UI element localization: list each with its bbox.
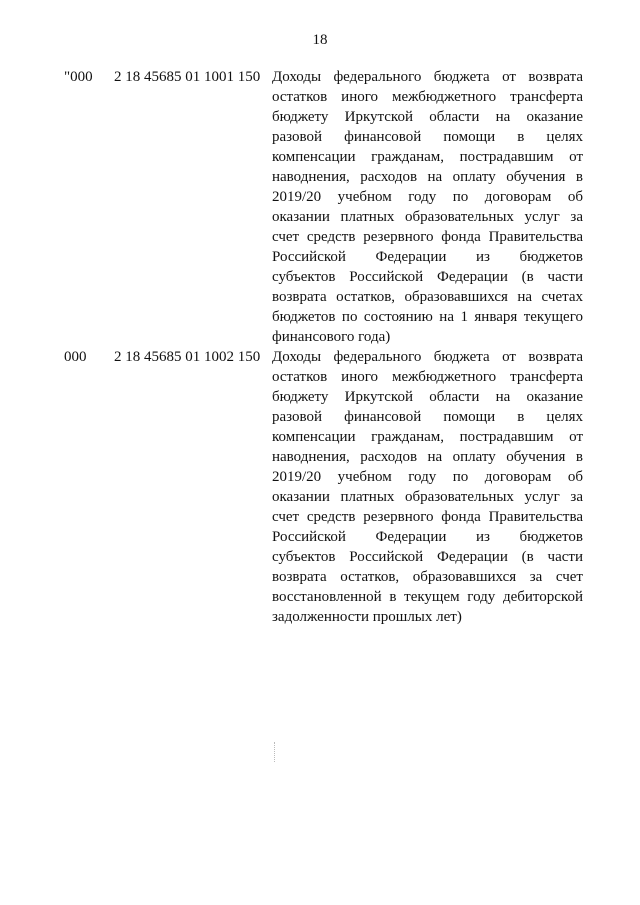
- description-line: финансового года): [272, 329, 391, 345]
- description-line: возврата остатков, образовавшихся за счет: [272, 569, 583, 585]
- description-line: субъектов Российской Федерации (в части: [272, 269, 583, 285]
- description-line: компенсации гражданам, пострадавшим от: [272, 149, 583, 165]
- description-line: Доходы федерального бюджета от возврата: [272, 349, 583, 365]
- description-line: оказании платных образовательных услуг за: [272, 209, 583, 225]
- description-line: компенсации гражданам, пострадавшим от: [272, 429, 583, 445]
- description-line: остатков иного межбюджетного трансферта: [272, 89, 583, 105]
- description-line: 2019/20 учебном году по договорам об: [272, 469, 583, 485]
- description-line: разовой финансовой помощи в целях: [272, 409, 583, 425]
- kbk-code: 2 18 45685 01 1002 150: [114, 349, 261, 365]
- description-line: разовой финансовой помощи в целях: [272, 129, 583, 145]
- admin-code: 000: [64, 349, 87, 365]
- scan-artifact: [274, 742, 276, 762]
- admin-code: "000: [64, 69, 93, 85]
- description-line: Российской Федерации из бюджетов: [272, 529, 583, 545]
- page-number: 18: [312, 32, 328, 48]
- description-line: восстановленной в текущем году дебиторской: [272, 589, 583, 605]
- row-description: [272, 347, 583, 627]
- description-line: бюджетов по состоянию на 1 января текущего: [272, 309, 583, 325]
- description-line: бюджету Иркутской области на оказание: [272, 389, 583, 405]
- description-line: 2019/20 учебном году по договорам об: [272, 189, 583, 205]
- description-line: счет средств резервного фонда Правительства: [272, 229, 583, 245]
- description-line: наводнения, расходов на оплату обучения в: [272, 449, 583, 465]
- row-description: [272, 67, 583, 347]
- description-line: задолженности прошлых лет): [272, 609, 462, 625]
- description-line: остатков иного межбюджетного трансферта: [272, 369, 583, 385]
- description-line: возврата остатков, образовавшихся на счетах: [272, 289, 583, 305]
- description-line: субъектов Российской Федерации (в части: [272, 549, 583, 565]
- description-line: Доходы федерального бюджета от возврата: [272, 69, 583, 85]
- description-line: Российской Федерации из бюджетов: [272, 249, 583, 265]
- description-line: оказании платных образовательных услуг за: [272, 489, 583, 505]
- description-line: счет средств резервного фонда Правительства: [272, 509, 583, 525]
- description-line: наводнения, расходов на оплату обучения в: [272, 169, 583, 185]
- description-line: бюджету Иркутской области на оказание: [272, 109, 583, 125]
- kbk-code: 2 18 45685 01 1001 150: [114, 69, 261, 85]
